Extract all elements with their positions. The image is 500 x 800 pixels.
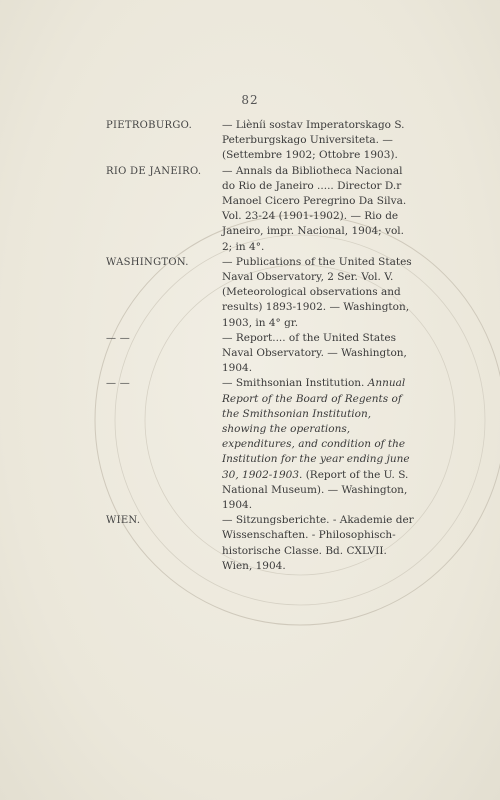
entry-washington-report [106,331,416,377]
entry-city: — — [106,332,131,344]
entry-wien [106,513,416,574]
entry-city: WIEN. [106,515,141,527]
entry-text: — Sitzungsberichte. - Akademie der Wissenschaften. - Philosophisch-historische Classe. Bd. CXLVII. Wien, 1904. [222,514,414,572]
entry-text-pre: Smithsonian Institution. [235,377,368,390]
entry-smithsonian [106,376,416,513]
entry-city: — — [106,378,131,390]
entry-text [222,377,410,511]
entry-washington [106,255,416,331]
entry-text: — Publications of the United States Naval Observatory, 2 Ser. Vol. V. (Meteorological observations and results) 1893-1902. — Washington, 1903, in 4° gr. [222,256,412,329]
entry-city: WASHINGTON. [106,256,189,268]
entry-text-italic: Annual Report of the Board of Regents of the Smithsonian Institution, showing the operations, expenditures, and condition of the Institution for the year ending june 30, 1902-1903. [222,377,410,481]
entry-text: — Annals da Bibliotheca Nacional do Rio de Janeiro ..... Director D.r Manoel Cicero Peregrino Da Silva. Vol. 23-24 (1901-1902). — Rio de Janeiro, impr. Nacional, 1904; vol. 2; in 4°. [222,165,406,253]
entry-text: — Lièníi sostav Imperatorskago S. Peterburgskago Universiteta. — (Settembre 1902; Ottobre 1903). [222,119,404,161]
entry-rio-de-janeiro [106,164,416,255]
entry-city: RIO DE JANEIRO. [106,165,202,177]
entry-list [106,118,416,574]
entry-text-post: (Report of the U. S. National Museum). — Washington, 1904. [222,468,409,512]
page-number: 82 [241,93,259,107]
entry-pietroburgo [106,118,416,164]
entry-text: — Report.... of the United States Naval Observatory. — Washington, 1904. [222,332,407,374]
entry-city: PIETROBURGO. [106,120,193,131]
